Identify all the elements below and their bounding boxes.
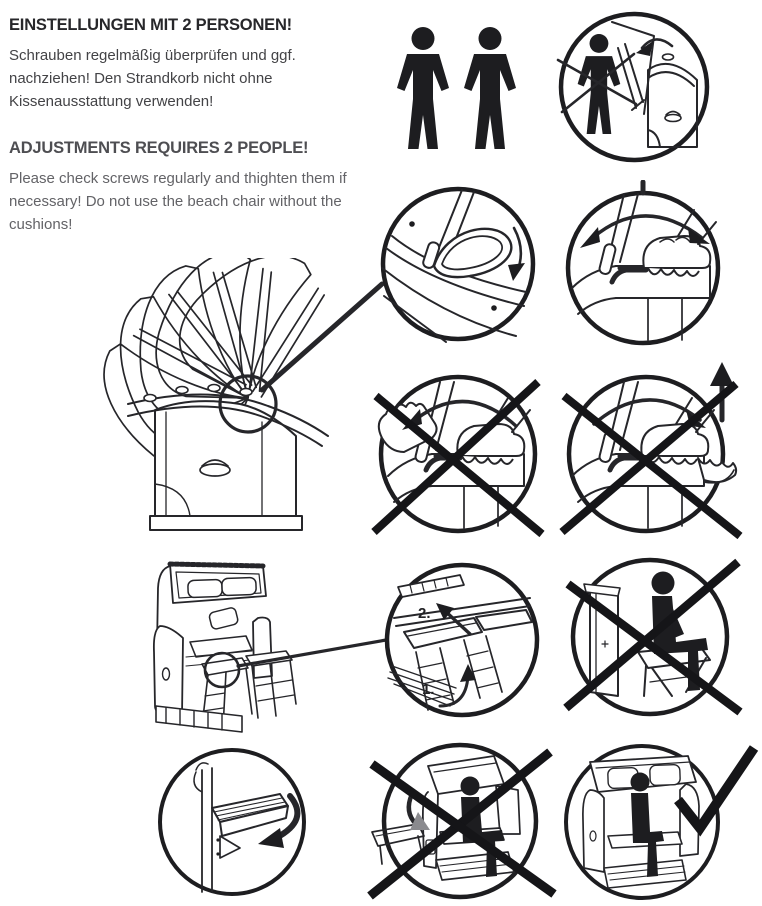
footrest-cushions bbox=[394, 598, 532, 648]
two-people-icon bbox=[395, 27, 519, 151]
body-english-line2: necessary! Do not use the beach chair without the bbox=[9, 193, 342, 210]
seated-person-icon bbox=[631, 773, 665, 878]
heading-german: EINSTELLUNGEN MIT 2 PERSONEN! bbox=[9, 16, 292, 34]
body-german-line1: Schrauben regelmäßig überprüfen und ggf. bbox=[9, 47, 296, 64]
shell-emblem bbox=[200, 464, 230, 476]
person-icon bbox=[397, 27, 449, 149]
no-use-without-cushions-figure bbox=[366, 736, 558, 906]
hand-grip-wrong-lift-figure bbox=[554, 354, 752, 550]
hand-grip-wrong-fingers-figure bbox=[366, 360, 550, 548]
body-german-line3: Kissenausstattung verwenden! bbox=[9, 93, 214, 110]
step-2-label: 2. bbox=[418, 605, 431, 622]
latch-loop bbox=[434, 229, 511, 277]
no-single-person-hood-figure bbox=[552, 10, 720, 166]
chair-side-body bbox=[128, 385, 328, 531]
footrest-steps-figure bbox=[380, 560, 544, 722]
hand-grip-correct-figure bbox=[560, 180, 726, 352]
base-platform bbox=[156, 706, 242, 732]
slatted-flap bbox=[212, 794, 288, 858]
heading-english: ADJUSTMENTS REQUIRES 2 PEOPLE! bbox=[9, 139, 309, 157]
body-english-line3: cushions! bbox=[9, 216, 73, 233]
warning-text-block bbox=[9, 16, 361, 236]
footrest-folding-figure bbox=[152, 744, 312, 902]
callout-line bbox=[228, 632, 392, 676]
x-mark-icon bbox=[562, 384, 740, 536]
hood-recline-overview-figure bbox=[10, 258, 384, 550]
no-sitting-on-footrest-figure bbox=[560, 548, 746, 736]
hood-latch-detail-figure bbox=[376, 184, 540, 348]
body-english-line1: Please check screws regularly and thighten them if bbox=[9, 170, 347, 187]
chair-post bbox=[194, 763, 212, 892]
correct-use-figure bbox=[556, 736, 762, 906]
step-1-label: 1. bbox=[422, 681, 435, 698]
latch-peg bbox=[599, 243, 617, 275]
body-german-line2: nachziehen! Den Strandkorb nicht ohne bbox=[9, 70, 273, 87]
seat-edge-slats bbox=[398, 575, 464, 597]
shell-emblem bbox=[665, 115, 681, 122]
person-icon bbox=[464, 27, 516, 149]
